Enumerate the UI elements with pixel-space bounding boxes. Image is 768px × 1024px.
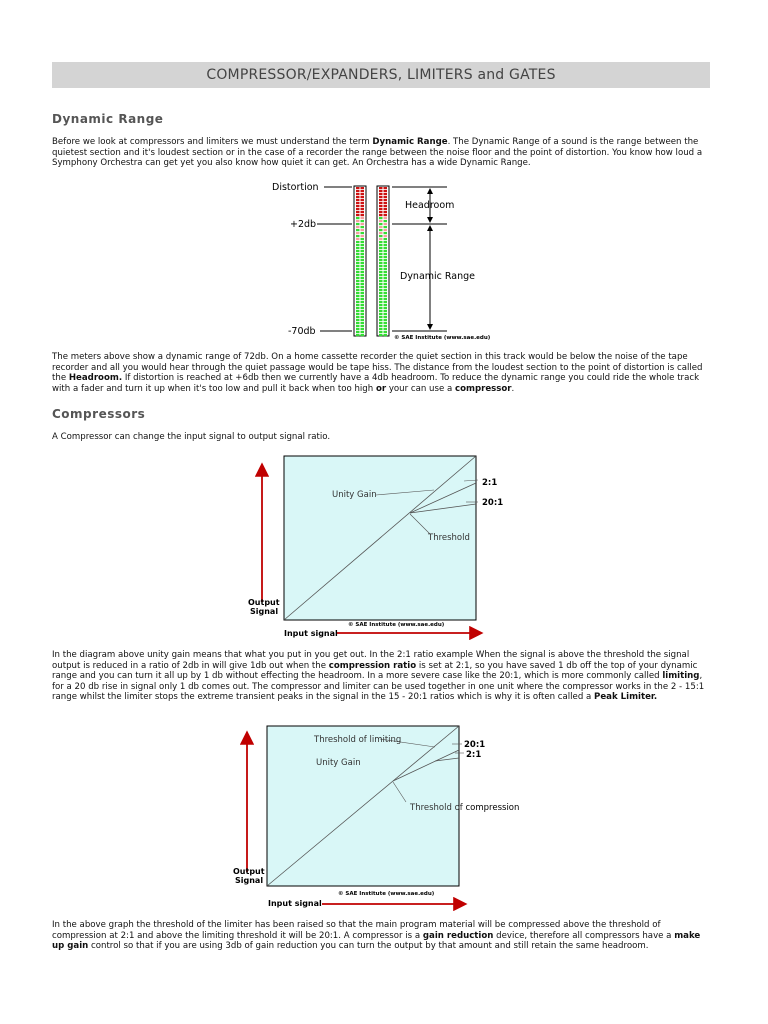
meter-led-segment	[379, 265, 383, 267]
meter-led-segment	[356, 268, 360, 270]
label-plus2db: +2db	[290, 219, 317, 230]
meter-led-segment	[384, 334, 388, 336]
meter-led-segment	[356, 205, 360, 207]
meter-led-segment	[379, 313, 383, 315]
meter-led-segment	[356, 334, 360, 336]
meter-led-segment	[384, 238, 388, 240]
meter-led-segment	[361, 244, 365, 246]
meter-led-segment	[356, 331, 360, 333]
meter-led-segment	[384, 205, 388, 207]
page-title: COMPRESSOR/EXPANDERS, LIMITERS and GATES	[52, 62, 710, 88]
meter-led-segment	[356, 304, 360, 306]
meter-led-segment	[356, 289, 360, 291]
meter-led-segment	[356, 325, 360, 327]
meter-led-segment	[379, 325, 383, 327]
meter-led-segment	[356, 232, 360, 234]
meter-led-segment	[356, 253, 360, 255]
label-distortion: Distortion	[272, 182, 319, 193]
meter-led-segment	[361, 223, 365, 225]
meter-led-segment	[356, 199, 360, 201]
meter-led-segment	[384, 232, 388, 234]
meter-led-segment	[379, 217, 383, 219]
meter-led-segment	[361, 277, 365, 279]
meter-led-segment	[384, 229, 388, 231]
meter-led-segment	[379, 235, 383, 237]
meter-led-segment	[356, 193, 360, 195]
meter-led-segment	[356, 280, 360, 282]
section-heading-dynamic-range: Dynamic Range	[52, 112, 164, 126]
meter-led-segment	[361, 253, 365, 255]
meter-led-segment	[361, 247, 365, 249]
meter-led-segment	[379, 307, 383, 309]
meter-led-segment	[384, 247, 388, 249]
meter-led-segment	[361, 205, 365, 207]
meter-led-segment	[361, 265, 365, 267]
meter-led-segment	[379, 283, 383, 285]
meter-led-segment	[379, 220, 383, 222]
meter-led-segment	[356, 262, 360, 264]
meter-led-segment	[379, 280, 383, 282]
meter-led-segment	[379, 259, 383, 261]
meter-led-segment	[356, 250, 360, 252]
meter-led-segment	[384, 298, 388, 300]
meter-led-segment	[361, 256, 365, 258]
label-output-signal: Output	[233, 867, 265, 876]
meter-led-segment	[379, 301, 383, 303]
meter-led-segment	[379, 310, 383, 312]
label-threshold-of-compression: Threshold of compression	[410, 803, 520, 813]
meter-led-segment	[361, 271, 365, 273]
meter-led-segment	[356, 322, 360, 324]
meter-led-segment	[361, 259, 365, 261]
meter-led-segment	[379, 319, 383, 321]
meter-led-segment	[379, 223, 383, 225]
dynamic-range-explanation: The meters above show a dynamic range of 72db. On a home cassette recorder the quiet section in this track would be below the noise of the tape recorder and all you would hear through the quiet passage would be tape hiss. The distance from the loudest section to the point of distortion is called the Headroom. If distortion is reached at +6db then we currently have a 4db headroom. To reduce the dynamic range you could ride the whole track with a fader and turn it up when it's too low and pull it back when too high or your can use a compressor.	[52, 352, 703, 394]
section-heading-compressors: Compressors	[52, 407, 146, 421]
meter-led-segment	[379, 250, 383, 252]
meter-led-segment	[356, 298, 360, 300]
meter-led-segment	[379, 211, 383, 213]
meter-led-segment	[384, 226, 388, 228]
meter-led-segment	[384, 322, 388, 324]
meter-led-segment	[361, 211, 365, 213]
meter-led-segment	[384, 217, 388, 219]
meter-led-segment	[356, 220, 360, 222]
meter-led-segment	[379, 190, 383, 192]
meter-led-segment	[379, 295, 383, 297]
meter-led-segment	[384, 244, 388, 246]
meter-led-segment	[384, 256, 388, 258]
meter-led-segment	[361, 319, 365, 321]
meter-led-segment	[379, 262, 383, 264]
label-threshold-of-limiting: Threshold of limiting	[314, 735, 402, 745]
meter-led-segment	[356, 271, 360, 273]
meter-led-segment	[361, 214, 365, 216]
meter-led-segment	[379, 214, 383, 216]
meter-led-segment	[356, 295, 360, 297]
meter-led-segment	[379, 268, 383, 270]
meter-led-segment	[379, 256, 383, 258]
meter-led-segment	[379, 229, 383, 231]
meter-led-segment	[384, 325, 388, 327]
meter-led-segment	[379, 289, 383, 291]
meter-led-segment	[356, 316, 360, 318]
meter-led-segment	[356, 292, 360, 294]
label-unity-gain: Unity Gain	[332, 490, 377, 500]
meter-led-segment	[356, 265, 360, 267]
meter-led-segment	[379, 208, 383, 210]
meter-led-segment	[379, 304, 383, 306]
meter-led-segment	[361, 313, 365, 315]
meter-led-segment	[356, 328, 360, 330]
meter-led-segment	[379, 334, 383, 336]
meter-led-segment	[384, 328, 388, 330]
meter-led-segment	[384, 286, 388, 288]
label-ratio-2-1: 2:1	[482, 478, 498, 488]
meter-led-segment	[361, 229, 365, 231]
meter-led-segment	[361, 232, 365, 234]
meter-led-segment	[356, 187, 360, 189]
meter-led-segment	[356, 286, 360, 288]
meter-led-segment	[384, 280, 388, 282]
label-ratio-2-1: 2:1	[466, 750, 482, 760]
meter-led-segment	[384, 214, 388, 216]
meter-led-segment	[356, 202, 360, 204]
meter-led-segment	[361, 193, 365, 195]
label-output-signal: Output	[248, 598, 280, 607]
meter-led-segment	[379, 238, 383, 240]
meter-led-segment	[384, 262, 388, 264]
meter-led-segment	[384, 250, 388, 252]
label-minus70db: -70db	[288, 326, 316, 337]
meter-led-segment	[361, 307, 365, 309]
meter-led-segment	[384, 319, 388, 321]
meter-led-segment	[384, 331, 388, 333]
meter-led-segment	[379, 232, 383, 234]
meter-led-segment	[356, 277, 360, 279]
meter-led-segment	[361, 295, 365, 297]
meter-led-segment	[356, 241, 360, 243]
dynamic-range-meter-figure	[262, 178, 502, 344]
meter-led-segment	[379, 277, 383, 279]
meter-led-segment	[356, 256, 360, 258]
meter-led-segment	[361, 292, 365, 294]
meter-led-segment	[379, 193, 383, 195]
meter-led-segment	[361, 217, 365, 219]
meter-led-segment	[379, 199, 383, 201]
meter-led-segment	[384, 223, 388, 225]
meter-led-segment	[356, 196, 360, 198]
meter-led-segment	[361, 298, 365, 300]
meter-led-segment	[379, 298, 383, 300]
meter-led-segment	[384, 274, 388, 276]
meter-led-segment	[361, 280, 365, 282]
meter-led-segment	[384, 304, 388, 306]
meter-led-segment	[361, 241, 365, 243]
label-input-signal: Input signal	[268, 899, 322, 908]
label-dynamic-range: Dynamic Range	[400, 271, 476, 282]
meter-led-segment	[379, 274, 383, 276]
meter-led-segment	[379, 292, 383, 294]
meter-led-segment	[361, 331, 365, 333]
meter-led-segment	[384, 268, 388, 270]
meter-led-segment	[361, 325, 365, 327]
meter-led-segment	[384, 187, 388, 189]
meter-led-segment	[384, 292, 388, 294]
level-meter-left	[354, 186, 366, 336]
meter-led-segment	[361, 301, 365, 303]
meter-led-segment	[379, 316, 383, 318]
meter-led-segment	[361, 202, 365, 204]
meter-led-segment	[384, 277, 388, 279]
meter-led-segment	[384, 283, 388, 285]
svg-text:Signal: Signal	[250, 607, 279, 616]
graph-credit: © SAE Institute (www.sae.edu)	[338, 891, 435, 897]
meter-led-segment	[384, 289, 388, 291]
meter-led-segment	[356, 217, 360, 219]
meter-led-segment	[361, 334, 365, 336]
meter-led-segment	[356, 214, 360, 216]
label-headroom: Headroom	[405, 200, 455, 211]
label-input-signal: Input signal	[284, 629, 338, 638]
meter-led-segment	[384, 211, 388, 213]
meter-led-segment	[384, 202, 388, 204]
meter-led-segment	[384, 190, 388, 192]
compressor-ratio-graph	[244, 452, 524, 642]
meter-led-segment	[361, 187, 365, 189]
meter-led-segment	[384, 253, 388, 255]
meter-led-segment	[384, 310, 388, 312]
meter-led-segment	[361, 328, 365, 330]
svg-text:Signal: Signal	[235, 876, 264, 885]
meter-led-segment	[379, 187, 383, 189]
meter-led-segment	[384, 193, 388, 195]
meter-led-segment	[356, 307, 360, 309]
meter-led-segment	[361, 289, 365, 291]
meter-led-segment	[384, 196, 388, 198]
meter-led-segment	[356, 283, 360, 285]
meter-led-segment	[384, 208, 388, 210]
meter-led-segment	[361, 208, 365, 210]
meter-led-segment	[361, 262, 365, 264]
meter-led-segment	[379, 247, 383, 249]
meter-led-segment	[356, 319, 360, 321]
meter-led-segment	[356, 190, 360, 192]
level-meter-right	[377, 186, 389, 336]
meter-led-segment	[384, 199, 388, 201]
meter-led-segment	[361, 250, 365, 252]
meter-led-segment	[379, 331, 383, 333]
meter-led-segment	[361, 286, 365, 288]
meter-led-segment	[361, 283, 365, 285]
label-unity-gain: Unity Gain	[316, 758, 361, 768]
meter-led-segment	[384, 307, 388, 309]
meter-led-segment	[356, 208, 360, 210]
meter-led-segment	[384, 265, 388, 267]
meter-led-segment	[384, 271, 388, 273]
meter-led-segment	[356, 244, 360, 246]
meter-led-segment	[384, 316, 388, 318]
meter-led-segment	[356, 274, 360, 276]
meter-led-segment	[356, 259, 360, 261]
dynamic-range-intro: Before we look at compressors and limiters we must understand the term Dynamic Range. The Dynamic Range of a sound is the range between the quietest section and it's loudest section or in the case of a recorder the range between the noise floor and the point of distortion. You know how loud a Symphony Orchestra can get yet you also know how quiet it can get. An Orchestra has a wide Dynamic Range.	[52, 137, 703, 169]
meter-led-segment	[361, 196, 365, 198]
meter-led-segment	[379, 205, 383, 207]
meter-led-segment	[361, 316, 365, 318]
meter-led-segment	[379, 286, 383, 288]
meter-led-segment	[361, 304, 365, 306]
meter-led-segment	[384, 235, 388, 237]
meter-led-segment	[384, 259, 388, 261]
meter-led-segment	[361, 322, 365, 324]
meter-led-segment	[379, 244, 383, 246]
meter-led-segment	[379, 202, 383, 204]
gain-reduction-explanation: In the above graph the threshold of the limiter has been raised so that the main program material will be compressed above the threshold of compression at 2:1 and above the limiting threshold it will be 20:1. A compressor is a gain reduction device, therefore all compressors have a make up gain control so that if you are using 3db of gain reduction you can turn the output by that amount and still retain the same headroom.	[52, 920, 701, 952]
label-threshold: Threshold	[428, 533, 470, 543]
meter-led-segment	[361, 268, 365, 270]
meter-led-segment	[356, 211, 360, 213]
meter-led-segment	[379, 241, 383, 243]
meter-led-segment	[356, 238, 360, 240]
meter-led-segment	[361, 190, 365, 192]
meter-led-segment	[384, 313, 388, 315]
meter-led-segment	[379, 328, 383, 330]
meter-led-segment	[379, 271, 383, 273]
meter-led-segment	[361, 199, 365, 201]
meter-led-segment	[361, 238, 365, 240]
meter-led-segment	[361, 220, 365, 222]
meter-led-segment	[356, 310, 360, 312]
compression-ratio-explanation: In the diagram above unity gain means that what you put in you get out. In the 2:1 ratio example When the signal is above the threshold the signal output is reduced in a ratio of 2db in will give 1db out when the compression ratio is set at 2:1, so you have saved 1 db off the top of your dynamic range and you can turn it all up by 1 db without effecting the headroom. In a more severe case like the 20:1, which is more commonly called limiting, for a 20 db rise in signal only 1 db comes out. The compressor and limiter can be used together in one unit where the compressor works in the 2 - 15:1 range whilst the limiter stops the extreme transient peaks in the signal in the 15 - 20:1 ratios which is why it is often called a Peak Limiter.	[52, 650, 705, 703]
meter-led-segment	[379, 196, 383, 198]
meter-led-segment	[379, 322, 383, 324]
figure-credit: © SAE Institute (www.sae.edu)	[394, 335, 491, 341]
meter-led-segment	[361, 226, 365, 228]
meter-led-segment	[384, 220, 388, 222]
compressors-intro: A Compressor can change the input signal to output signal ratio.	[52, 432, 331, 442]
label-ratio-20-1: 20:1	[464, 740, 486, 750]
meter-led-segment	[361, 235, 365, 237]
meter-led-segment	[356, 226, 360, 228]
meter-led-segment	[361, 310, 365, 312]
meter-led-segment	[356, 223, 360, 225]
limiter-compressor-graph	[230, 722, 530, 912]
meter-led-segment	[379, 253, 383, 255]
graph-credit: © SAE Institute (www.sae.edu)	[348, 622, 445, 628]
meter-led-segment	[356, 235, 360, 237]
meter-led-segment	[356, 301, 360, 303]
meter-led-segment	[384, 241, 388, 243]
meter-led-segment	[356, 247, 360, 249]
label-ratio-20-1: 20:1	[482, 498, 504, 508]
meter-led-segment	[356, 229, 360, 231]
meter-led-segment	[361, 274, 365, 276]
meter-led-segment	[384, 301, 388, 303]
meter-led-segment	[379, 226, 383, 228]
meter-led-segment	[384, 295, 388, 297]
meter-led-segment	[356, 313, 360, 315]
